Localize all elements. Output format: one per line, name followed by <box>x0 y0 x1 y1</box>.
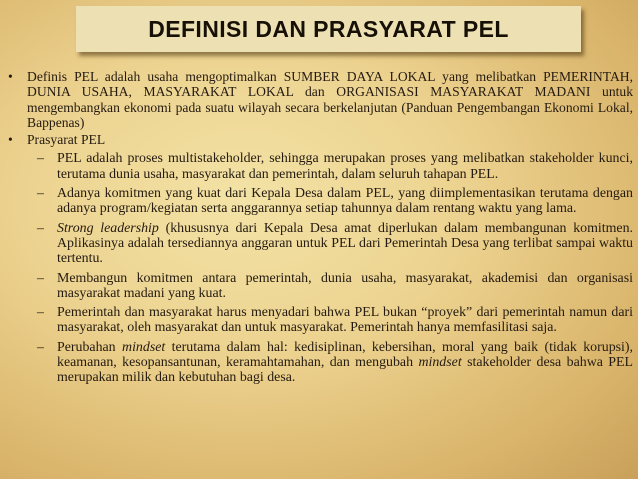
bullet-item-definition <box>5 69 633 130</box>
bullet-icon: • <box>8 69 13 84</box>
sub-item-text-middle: terutama dalam hal: kedisiplinan, kebersihan, moral yang baik (tidak korupsi), keamanan, kesopansantunan, keramahtamahan, dan mengubah <box>57 339 633 371</box>
sub-item-multistakeholder <box>5 151 633 182</box>
dash-icon: – <box>37 270 44 286</box>
sub-item-text: Adanya komitmen yang kuat dari Kepala Desa dalam PEL, yang diimplementasikan terutama dengan adanya program/kegiatan serta anggarannya setiap tahunnya dalam rentang waktu yang lama. <box>57 186 633 217</box>
dash-icon: – <box>37 151 44 167</box>
sub-item-strong-leadership <box>5 221 633 267</box>
bullet-icon: • <box>8 132 13 148</box>
emphasis-text-2: mindset <box>418 355 462 371</box>
sub-item-bukan-proyek <box>5 305 633 336</box>
slide-content <box>5 69 633 386</box>
sub-item-text: Membangun komitmen antara pemerintah, dunia usaha, masyarakat, akademisi dan organisasi masyarakat madani yang kuat. <box>57 270 633 301</box>
dash-icon: – <box>37 220 44 236</box>
emphasis-text: mindset <box>122 339 166 355</box>
bullet-text: Definis PEL adalah usaha mengoptimalkan SUMBER DAYA LOKAL yang melibatkan PEMERINTAH, DUNIA USAHA, MASYARAKAT LOKAL dan ORGANISASI MASYARAKAT MADANI untuk mengembangkan ekonomi pada suatu wilayah secara berkelanjutan (Panduan Pengembangan Ekonomi Lokal, Bappenas) <box>27 69 633 130</box>
sub-item-text: (khususnya dari Kepala Desa amat diperlukan dalam membangunan komitmen. Aplikasinya adalah tersediannya anggaran untuk PEL dari Pemerintah Desa yang terlibat sampai waktu tertentu. <box>57 220 633 267</box>
emphasis-text: Strong leadership <box>57 220 159 236</box>
sub-item-komitmen <box>5 186 633 217</box>
dash-icon: – <box>37 339 44 355</box>
sub-item-text-start: Perubahan <box>57 339 123 355</box>
sub-item-text: Pemerintah dan masyarakat harus menyadari bahwa PEL bukan “proyek” dari pemerintah namun dari masyarakat, oleh masyarakat dan untuk masyarakat. Pemerintah hanya memfasilitasi saja. <box>57 305 633 336</box>
sub-item-perubahan-mindset <box>5 340 633 386</box>
dash-icon: – <box>37 305 44 321</box>
bullet-text: Prasyarat PEL <box>27 132 106 148</box>
sub-item-membangun-komitmen <box>5 271 633 302</box>
title-box <box>76 6 581 52</box>
bullet-item-prasyarat <box>5 132 633 147</box>
sub-item-text: PEL adalah proses multistakeholder, sehingga merupakan proses yang melibatkan stakeholder kunci, terutama dunia usaha, masyarakat dan pemerintah, dalam seluruh tahapan PEL. <box>57 151 633 182</box>
sub-item-text-end: stakeholder desa bahwa PEL merupakan milik dan kebutuhan bagi desa. <box>57 355 633 386</box>
slide-title: DEFINISI DAN PRASYARAT PEL <box>148 15 509 42</box>
dash-icon: – <box>37 186 44 202</box>
